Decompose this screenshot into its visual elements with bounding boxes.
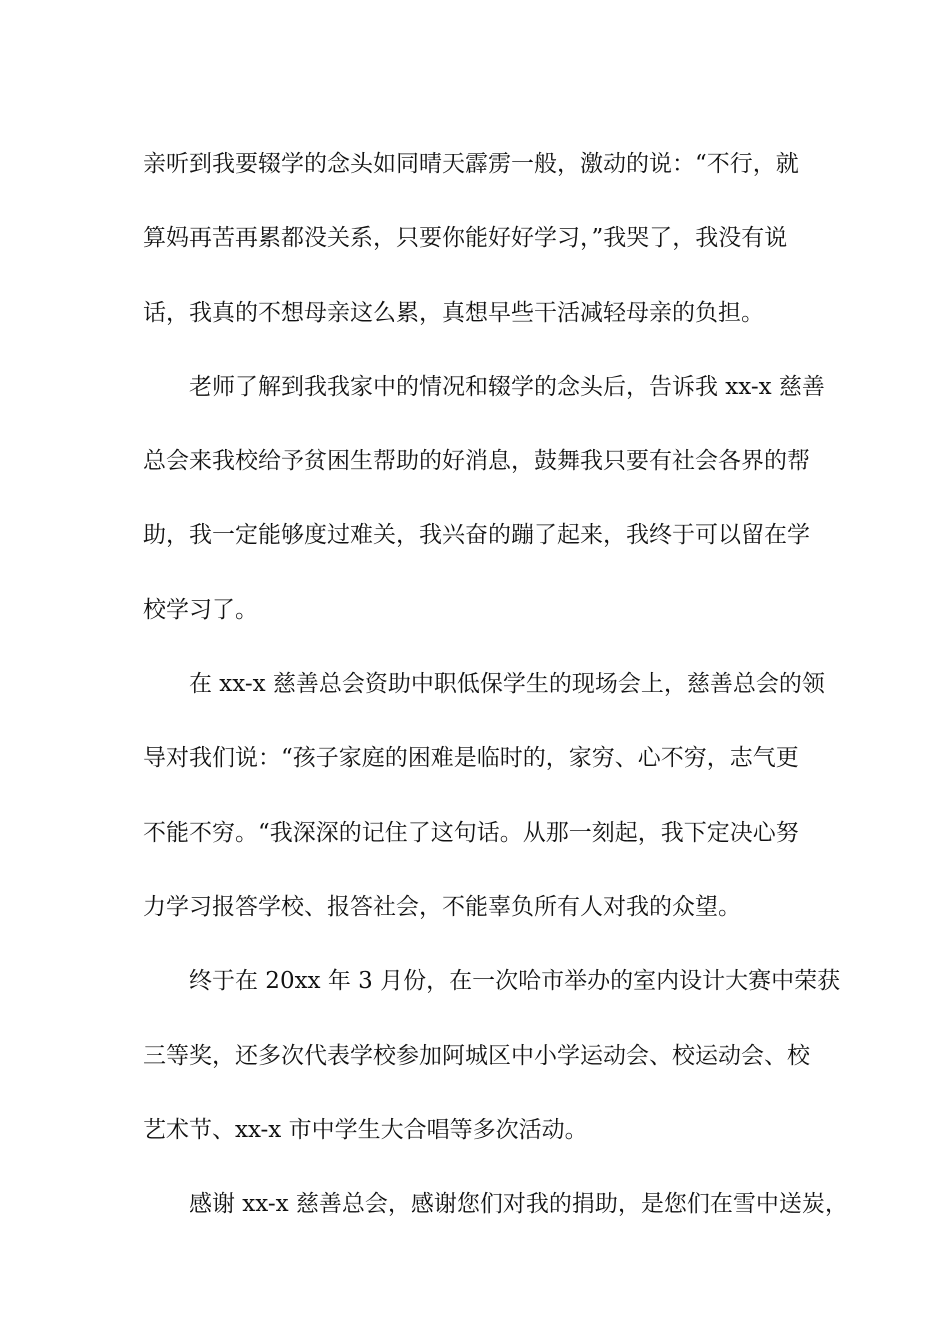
text-line: 不能不穷。“我深深的记住了这句话。从那一刻起，我下定决心努 [143, 819, 799, 846]
text-line: 亲听到我要辍学的念头如同晴天霹雳一般，激动的说：“不行，就 [143, 151, 799, 177]
text-line: 力学习报答学校、报答社会，不能辜负所有人对我的众望。 [143, 893, 741, 920]
text-line: 话，我真的不想母亲这么累，真想早些干活减轻母亲的负担。 [143, 299, 764, 326]
paragraph-start-line: 在 xx-x 慈善总会资助中职低保学生的现场会上，慈善总会的领 [189, 671, 825, 698]
text-line: 艺术节、xx-x 市中学生大合唱等多次活动。 [143, 1116, 588, 1143]
paragraph-start-line: 感谢 xx-x 慈善总会，感谢您们对我的捐助，是您们在雪中送炭， [189, 1191, 848, 1218]
text-line: 导对我们说：“孩子家庭的困难是临时的，家穷、心不穷，志气更 [143, 745, 799, 772]
paragraph-start-line: 终于在 20xx 年 3 月份，在一次哈市举办的室内设计大赛中荣获 [189, 968, 841, 995]
text-line: 总会来我校给予贫困生帮助的好消息，鼓舞我只要有社会各界的帮 [143, 448, 810, 475]
text-line: 算妈再苦再累都没关系，只要你能好好学习，”我哭了，我没有说 [143, 225, 788, 252]
document-body [143, 127, 848, 1241]
paragraph-start-line: 老师了解到我我家中的情况和辍学的念头后，告诉我 xx-x 慈善 [189, 373, 825, 400]
text-line: 助，我一定能够度过难关，我兴奋的蹦了起来，我终于可以留在学 [143, 522, 810, 549]
text-line: 校学习了。 [143, 596, 258, 623]
text-line: 三等奖，还多次代表学校参加阿城区中小学运动会、校运动会、校 [143, 1042, 810, 1069]
